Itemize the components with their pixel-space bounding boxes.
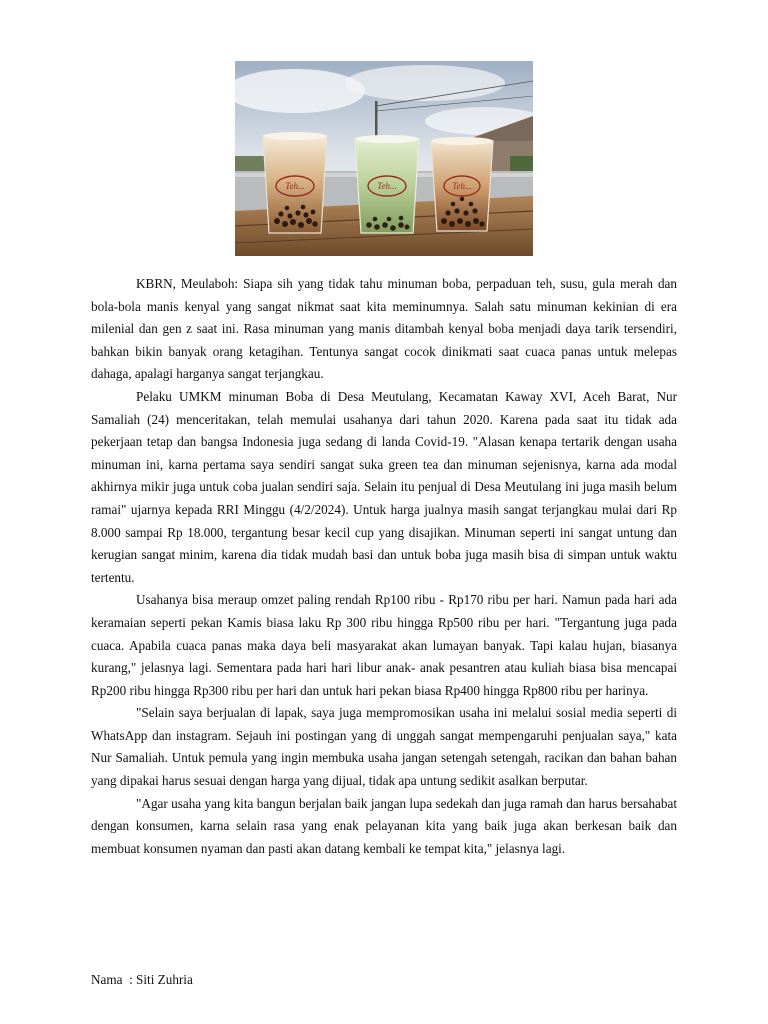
article-paragraph: "Agar usaha yang kita bangun berjalan baik jangan lupa sedekah dan juga ramah dan harus bersahabat dengan konsumen, karna selain rasa yang enak pelayanan kita yang baik juga akan berkesan baik dan membuat konsumen nyaman dan pasti akan datang kembali ke tempat kita," jelasnya lagi. <box>91 795 677 856</box>
cup-logo-text: Teh... <box>452 181 472 191</box>
boba-drinks-illustration <box>235 61 533 256</box>
article-paragraph: KBRN, Meulaboh: Siapa sih yang tidak tahu minuman boba, perpaduan teh, susu, gula merah dan bola-bola manis kenyal yang sangat nikmat saat kita meminumnya. Salah satu minuman kekinian di era milenial dan gen z saat ini. Rasa minuman yang manis ditambah kenyal boba menjadi daya tarik tersendiri, bahkan bikin banyak orang ketagihan. Tentunya sangat cocok dinikmati saat cuaca panas untuk melepas dahaga, apalagi harganya sangat terjangkau. <box>91 276 677 382</box>
cup-logo-text: Teh... <box>285 181 305 191</box>
article-paragraph: Pelaku UMKM minuman Boba di Desa Meutulang, Kecamatan Kaway XVI, Aceh Barat, Nur Samaliah (24) menceritakan, telah memulai usahanya dari tahun 2020. Karena pada saat itu tidak ada pekerjaan tetap dan bangsa Indonesia juga sedang di landa Covid-19. "Alasan kenapa tertarik dengan usaha minuman ini, karna pertama saya sendiri sangat suka green tea dan minuman sejenisnya, karna ada modal akhirnya mikir juga untuk coba jualan sendiri saja. Selain itu penjual di Desa Meutulang ini juga masih belum ramai" ujarnya kepada RRI Minggu (4/2/2024). Untuk harga jualnya masih sangat terjangkau mulai dari Rp 8.000 sampai Rp 18.000, tergantung besar kecil cup yang disajikan. Minuman seperti ini sangat untung dan kerugian sangat minim, karena dia tidak mudah basi dan untuk boba juga masih bisa di simpan untuk waktu tertentu. <box>91 388 677 585</box>
article-paragraph: "Selain saya berjualan di lapak, saya juga mempromosikan usaha ini melalui sosial media seperti di WhatsApp dan instagram. Sejauh ini postingan yang di unggah sangat mempengaruhi penjualan saya," kata Nur Samaliah. Untuk pemula yang ingin membuka usaha jangan setengah setengah, racikan dan bahan bahan yang dipakai harus sesuai dengan harga yang dijual, tidak apa untung sedikit asalkan berputar. <box>91 705 677 789</box>
article-body <box>91 273 677 860</box>
boba-cup-brown-sugar-right <box>431 137 493 231</box>
author-line: Nama : Siti Zuhria <box>91 972 193 987</box>
boba-cup-green-tea-middle <box>355 135 419 233</box>
boba-drinks-photo <box>235 61 533 256</box>
cup-logo-text: Teh... <box>377 181 397 191</box>
boba-cup-brown-sugar-left <box>263 132 327 233</box>
article-paragraph: Usahanya bisa meraup omzet paling rendah Rp100 ribu - Rp170 ribu per hari. Namun pada hari ada keramaian seperti pekan Kamis biasa laku Rp 300 ribu hingga Rp500 ribu per hari. "Tergantung juga pada cuaca. Apabila cuaca panas maka daya beli masyarakat akan lumayan banyak. Tapi kalau hujan, biasanya kurang," jelasnya lagi. Sementara pada hari hari libur anak- anak pesantren atau kuliah biasa bisa mencapai Rp200 ribu hingga Rp300 ribu per hari dan untuk hari pekan biasa Rp400 hingga Rp800 ribu per harinya. <box>91 592 677 698</box>
